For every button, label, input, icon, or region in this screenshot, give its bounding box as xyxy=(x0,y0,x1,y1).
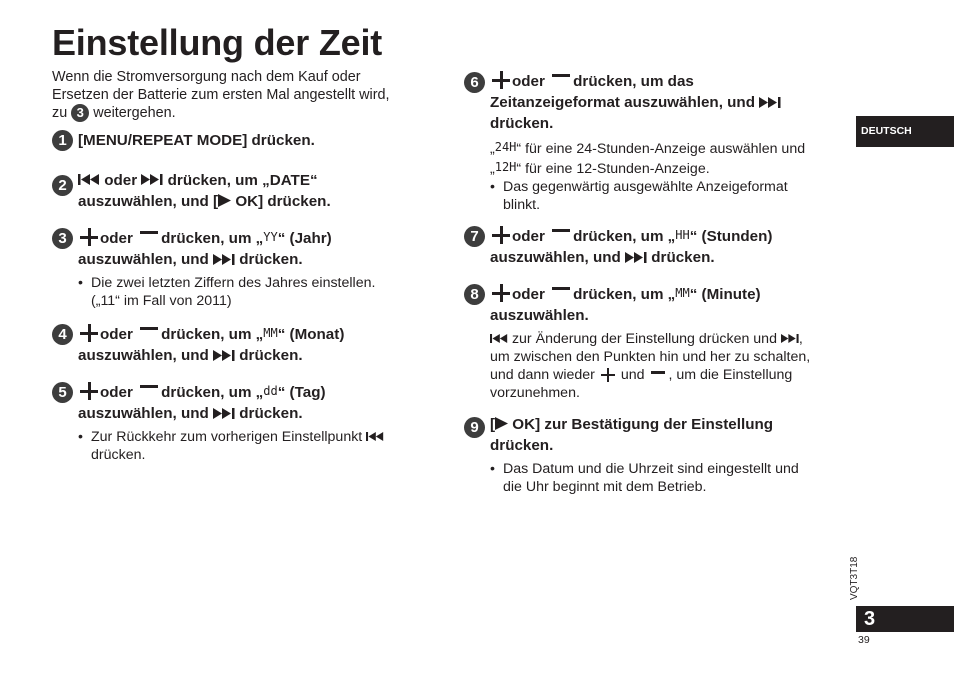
step-5 xyxy=(52,381,442,464)
intro-line: Ersetzen der Batterie zum ersten Mal angestellt wird, xyxy=(52,87,390,103)
step-number-badge: 1 xyxy=(52,130,73,151)
step-number-badge: 8 xyxy=(464,284,485,305)
step-3 xyxy=(52,227,442,310)
step-description xyxy=(490,138,854,214)
minus-icon xyxy=(140,385,158,388)
minus-icon xyxy=(651,371,665,374)
minus-icon xyxy=(140,327,158,330)
bullet-item: („11“ im Fall von 2011) xyxy=(91,293,232,310)
skip-forward-icon xyxy=(213,350,235,361)
intro-text xyxy=(52,68,442,122)
intro-line: zu 3 weitergehen. xyxy=(52,105,176,121)
desc-line: vorzunehmen. xyxy=(490,385,580,402)
skip-forward-icon xyxy=(625,252,647,263)
step-number-badge: 3 xyxy=(52,228,73,249)
step-heading: oder drücken, um das Zeitanzeigeformat auszuwählen, und drücken. xyxy=(490,71,854,134)
display-segment: 24H xyxy=(494,140,517,155)
step-7 xyxy=(464,225,854,268)
step-1 xyxy=(52,130,442,151)
display-segment: MM xyxy=(675,286,690,300)
bullet-item: • Zur Rückkehr zum vorherigen Einstellpunkt drücken. xyxy=(78,428,442,464)
step-heading: [ OK] zur Bestätigung der Einstellung drücken. xyxy=(490,416,774,454)
step-2 xyxy=(52,170,442,212)
plus-icon xyxy=(492,226,510,244)
skip-back-icon xyxy=(78,174,100,185)
step-description xyxy=(490,460,854,496)
step-number-badge: 7 xyxy=(464,226,485,247)
step-number-badge: 5 xyxy=(52,382,73,403)
skip-back-icon xyxy=(490,334,508,343)
plus-icon xyxy=(492,284,510,302)
desc-line: und dann wieder und , um die Einstellung xyxy=(490,367,793,384)
minus-icon xyxy=(552,229,570,232)
format-line: „24H“ für eine 24-Stunden-Anzeige auswählen und xyxy=(490,140,806,158)
step-8 xyxy=(464,283,854,402)
step-6 xyxy=(464,71,854,214)
step-number-badge: 6 xyxy=(464,72,485,93)
play-icon xyxy=(495,417,508,430)
minus-icon xyxy=(552,74,570,77)
desc-line: um zwischen den Punkten hin und her zu schalten, xyxy=(490,349,811,366)
step-description xyxy=(490,330,854,402)
plus-icon xyxy=(80,382,98,400)
display-segment: HH xyxy=(675,228,690,242)
page-title: Einstellung der Zeit xyxy=(52,22,383,63)
minus-icon xyxy=(552,287,570,290)
section-tab: 3 xyxy=(856,606,954,632)
minus-icon xyxy=(140,231,158,234)
intro-line: Wenn die Stromversorgung nach dem Kauf oder xyxy=(52,69,361,85)
model-code: VQT3T18 xyxy=(849,556,860,600)
skip-forward-icon xyxy=(213,254,235,265)
step-heading: oder drücken, um „YY“ (Jahr) auszuwählen, und drücken. xyxy=(78,227,442,270)
bullet-item: • Die zwei letzten Ziffern des Jahres einstellen. xyxy=(78,275,376,292)
step-9 xyxy=(464,414,854,496)
step-4 xyxy=(52,323,442,366)
step-ref-badge: 3 xyxy=(71,104,89,122)
display-segment: MM xyxy=(263,326,278,340)
page-number: 39 xyxy=(858,634,870,646)
bullet-item: • Das gegenwärtig ausgewählte Anzeigeformat blinkt. xyxy=(490,179,788,214)
step-heading: oder drücken, um „DATE“ auszuwählen, und [ OK] drücken. xyxy=(78,172,331,210)
step-number-badge: 4 xyxy=(52,324,73,345)
skip-back-icon xyxy=(366,432,384,441)
skip-forward-icon xyxy=(781,334,799,343)
step-description xyxy=(78,428,442,464)
plus-icon xyxy=(80,324,98,342)
skip-forward-icon xyxy=(141,174,163,185)
plus-icon xyxy=(492,71,510,89)
plus-icon xyxy=(601,368,615,382)
step-heading: oder drücken, um „MM“ (Minute) auszuwählen. xyxy=(490,283,854,326)
skip-forward-icon xyxy=(759,97,781,108)
play-icon xyxy=(218,194,231,207)
language-tab: DEUTSCH xyxy=(856,116,954,147)
display-segment: dd xyxy=(263,384,278,398)
step-heading: oder drücken, um „MM“ (Monat) auszuwählen, und drücken. xyxy=(78,323,442,366)
display-segment: 12H xyxy=(494,160,517,175)
plus-icon xyxy=(80,228,98,246)
display-segment: YY xyxy=(263,230,278,244)
step-number-badge: 2 xyxy=(52,175,73,196)
step-heading: oder drücken, um „HH“ (Stunden) auszuwählen, und drücken. xyxy=(490,225,854,268)
format-line: „12H“ für eine 12-Stunden-Anzeige. xyxy=(490,160,710,178)
desc-line: zur Änderung der Einstellung drücken und , xyxy=(490,330,854,348)
step-heading: oder drücken, um „dd“ (Tag) auszuwählen, und drücken. xyxy=(78,381,442,424)
step-description xyxy=(78,274,442,310)
bullet-item: • Das Datum und die Uhrzeit sind eingestellt und die Uhr beginnt mit dem Betrieb. xyxy=(490,461,799,495)
step-heading: [MENU/REPEAT MODE] drücken. xyxy=(78,132,315,149)
step-number-badge: 9 xyxy=(464,417,485,438)
skip-forward-icon xyxy=(213,408,235,419)
